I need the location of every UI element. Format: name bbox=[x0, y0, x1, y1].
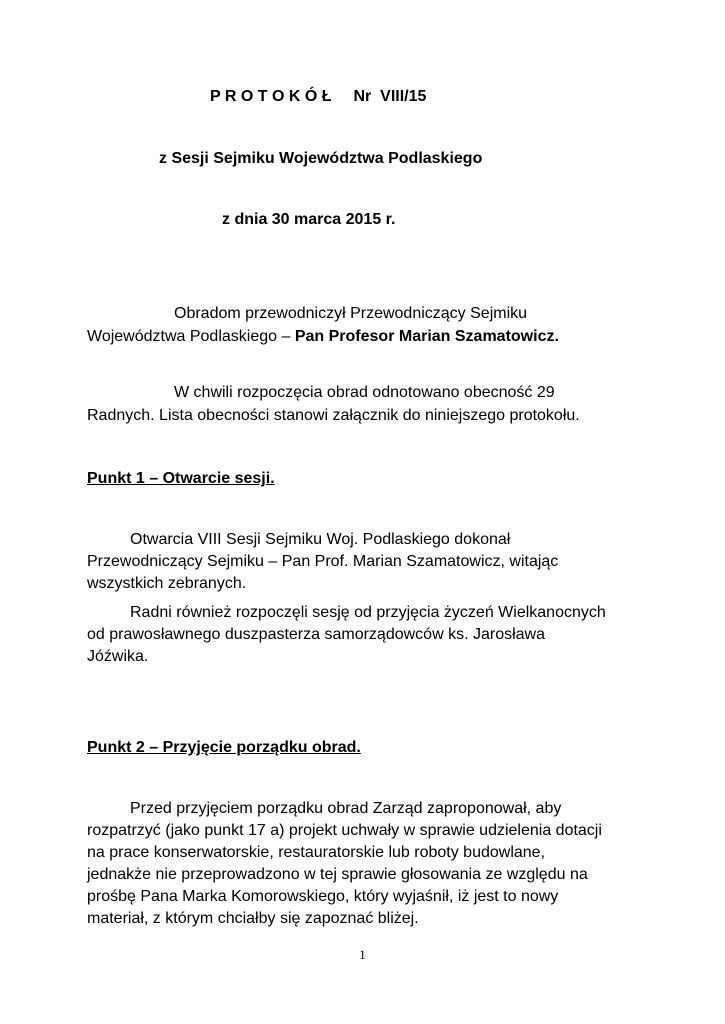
protocol-title bbox=[210, 87, 426, 107]
point2-para1-line-5: prośbę Pana Marka Komorowskiego, który wyjaśnił, iż jest to nowy bbox=[87, 888, 559, 905]
point1-para2-line-2: od prawosławnego duszpasterza samorządowców ks. Jarosława bbox=[87, 626, 545, 643]
chair-line-2-prefix: Województwa Podlaskiego – bbox=[87, 328, 295, 345]
point2-para1-line-4: jednakże nie przeprowadzono w tej sprawie głosowania ze względu na bbox=[87, 866, 588, 883]
chair-line-1: Obradom przewodniczył Przewodniczący Sejmiku bbox=[174, 305, 528, 322]
protocol-title-text: P R O T O K Ó Ł bbox=[210, 88, 332, 105]
point1-para2-line-1: Radni również rozpoczęli sesję od przyjęcia życzeń Wielkanocnych bbox=[130, 604, 606, 621]
protocol-number: Nr VIII/15 bbox=[353, 88, 427, 105]
date-line: z dnia 30 marca 2015 r. bbox=[222, 211, 396, 228]
point2-para1-line-3: na prace konserwatorskie, restauratorskie lub roboty budowlane, bbox=[87, 844, 546, 861]
point2-para1-line-2: rozpatrzyć (jako punkt 17 a) projekt uchwały w sprawie udzielenia dotacji bbox=[87, 822, 602, 839]
point1-para1-line-1: Otwarcia VIII Sesji Sejmiku Woj. Podlaskiego dokonał bbox=[130, 531, 511, 548]
point1-heading: Punkt 1 – Otwarcie sesji. bbox=[87, 470, 275, 487]
point1-para1-line-3: wszystkich zebranych. bbox=[87, 575, 247, 592]
chair-line-2 bbox=[87, 327, 559, 347]
point1-para1-line-2: Przewodniczący Sejmiku – Pan Prof. Marian Szamatowicz, witając bbox=[87, 553, 559, 570]
chair-name: Pan Profesor Marian Szamatowicz. bbox=[294, 328, 559, 345]
point1-para2-line-3: Jóźwika. bbox=[87, 648, 149, 665]
point2-para1-line-6: materiał, z którym chciałby się zapoznać bliżej. bbox=[87, 910, 419, 927]
point2-heading: Punkt 2 – Przyjęcie porządku obrad. bbox=[87, 739, 361, 756]
session-line: z Sesji Sejmiku Województwa Podlaskiego bbox=[159, 150, 483, 167]
attendance-line-1: W chwili rozpoczęcia obrad odnotowano obecność 29 bbox=[174, 384, 555, 401]
point2-para1-line-1: Przed przyjęciem porządku obrad Zarząd zaproponował, aby bbox=[130, 800, 562, 817]
page-number: 1 bbox=[359, 947, 366, 962]
attendance-line-2: Radnych. Lista obecności stanowi załącznik do niniejszego protokołu. bbox=[87, 407, 580, 424]
